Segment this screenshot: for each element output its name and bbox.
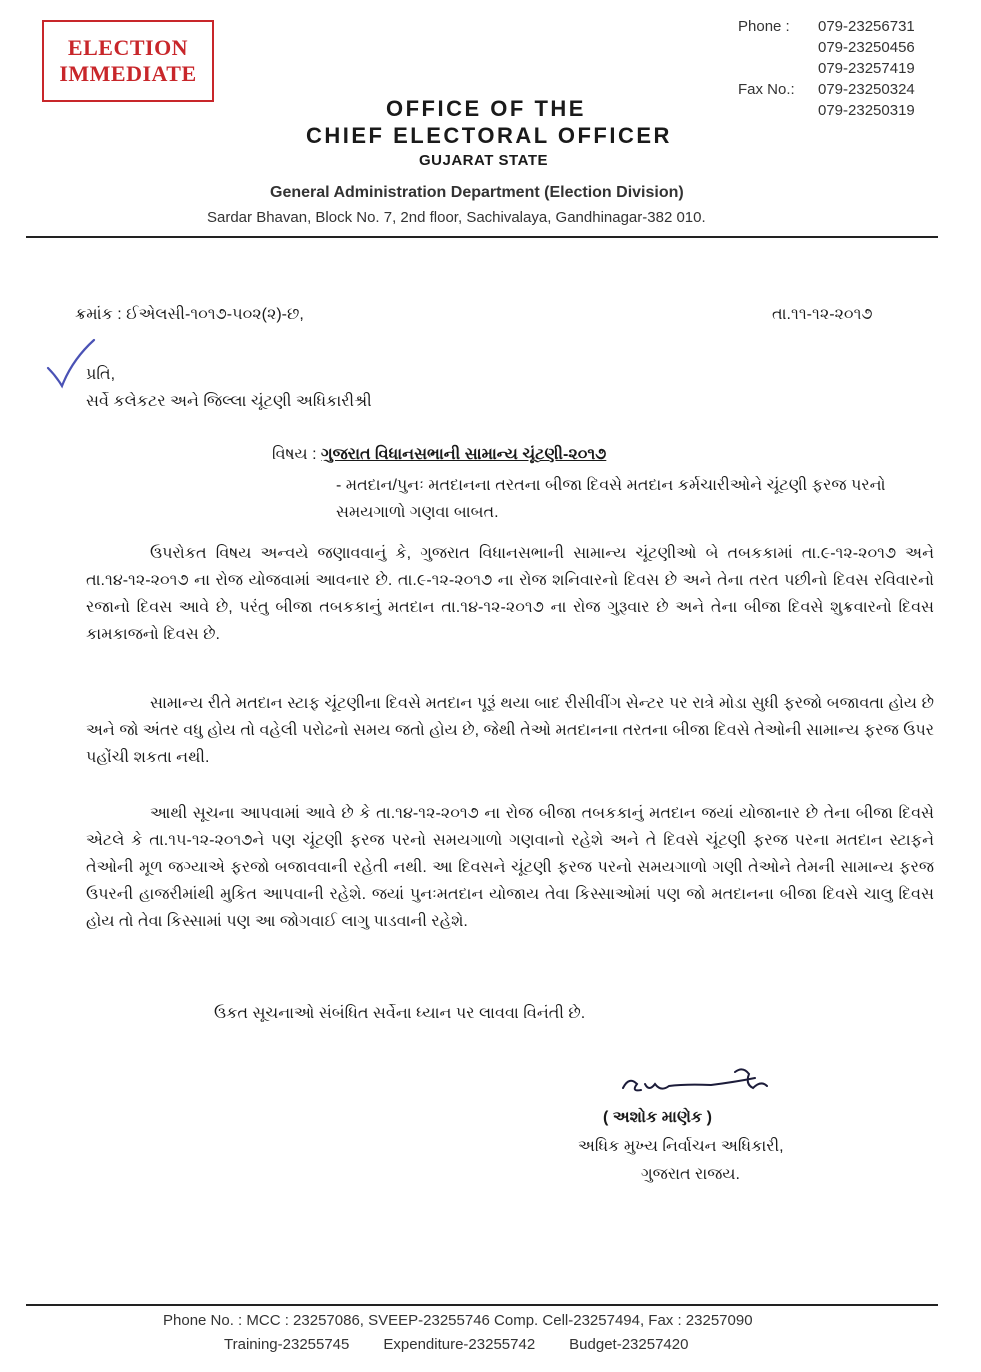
footer-extension-line — [224, 1336, 688, 1353]
department-name: General Administration Department (Election Division) — [270, 184, 684, 201]
header-divider — [26, 236, 938, 238]
phone-number-2: 079-23250456 — [818, 39, 915, 56]
fax-number-1: 079-23250324 — [818, 81, 915, 98]
footer-budget: Budget-23257420 — [569, 1336, 689, 1353]
stamp-line-1: ELECTION — [67, 35, 189, 60]
signatory-name: ( અશોક માણેક ) — [603, 1109, 712, 1126]
footer-phone-line: Phone No. : MCC : 23257086, SVEEP-23255746 Comp. Cell-23257494, Fax : 23257090 — [163, 1312, 753, 1329]
addressee: સર્વે કલેકટર અને જિલ્લા ચૂંટણી અધિકારીશ્રી — [86, 393, 372, 410]
subject-label: વિષય : — [272, 446, 317, 463]
fax-number-2: 079-23250319 — [818, 102, 915, 119]
office-state: GUJARAT STATE — [419, 152, 548, 169]
phone-row-1 — [738, 16, 915, 37]
fax-row-2 — [738, 100, 915, 121]
contact-block — [738, 16, 915, 121]
office-title-line-2: CHIEF ELECTORAL OFFICER — [306, 123, 672, 148]
body-paragraph-1: ઉપરોકત વિષય અન્વયે જણાવવાનું કે, ગુજરાત વિધાનસભાની સામાન્ય ચૂંટણીઓ બે તબકકામાં તા.૯-૧૨-૨૦૧૭ અને તા.૧૪-૧૨-૨૦૧૭ ના રોજ યોજવામાં આવનાર છે. તા.૯-૧૨-૨૦૧૭ ના રોજ શનિવારનો દિવસ છે અને તેના તરત પછીનો દિવસ રવિવારનો રજાનો દિવસ આવે છે, પરંતુ બીજા તબકકાનું મતદાન તા.૧૪-૧૨-૨૦૧૭ ના રોજ ગુરૂવાર છે અને તેના બીજા દિવસે શુક્રવારનો દિવસ કામકાજનો દિવસ છે. — [86, 545, 934, 643]
handwritten-signature-icon — [615, 1062, 785, 1104]
phone-number-1: 079-23256731 — [818, 18, 915, 35]
subject-line — [272, 446, 606, 464]
election-immediate-stamp — [42, 20, 214, 102]
signatory-title: અધિક મુખ્ય નિર્વાચન અધિકારી, — [578, 1138, 784, 1155]
fax-row-1 — [738, 79, 915, 100]
body-paragraph-2: સામાન્ય રીતે મતદાન સ્ટાફ ચૂંટણીના દિવસે મતદાન પૂરૂં થયા બાદ રીસીવીંગ સેન્ટર પર રાત્રે મોડા સુધી ફરજો બજાવતા હોય છે અને જો અંતર વધુ હોય તો વહેલી પરોઢનો સમય જતો હોય છે, જેથી તેઓ મતદાનના તરતના બીજા દિવસે તેઓની સામાન્ય ફરજ ઉપર પહોંચી શકતા નથી. — [86, 695, 934, 766]
phone-row-3 — [738, 58, 915, 79]
stamp-line-2: IMMEDIATE — [59, 61, 197, 86]
letter-date: તા.૧૧-૧૨-૨૦૧૭ — [772, 306, 873, 323]
subject-detail: - મતદાન/પુનઃ મતદાનના તરતના બીજા દિવસે મતદાન કર્મચારીઓને ચૂંટણી ફરજ પરનો સમયગાળો ગણવા બાબત. — [336, 477, 886, 521]
office-title-line-1: OFFICE OF THE — [386, 96, 586, 121]
footer-training: Training-23255745 — [224, 1336, 350, 1353]
addressee-prefix: પ્રતિ, — [86, 366, 116, 383]
body-paragraph-3: આથી સૂચના આપવામાં આવે છે કે તા.૧૪-૧૨-૨૦૧૭ ના રોજ બીજા તબકકાનું મતદાન જયાં યોજાનાર છે તેના બીજા દિવસે એટલે કે તા.૧૫-૧૨-૨૦૧૭ને પણ ચૂંટણી ફરજ પરનો સમયગાળો ગણવાનો રહેશે અને તે દિવસે ચૂંટણી ફરજ પરના મતદાન સ્ટાફને તેઓની મૂળ જગ્યાએ ફરજો બજાવવાની રહેતી નથી. આ દિવસને ચૂંટણી ફરજ પરનો સમયગાળો ગણી તેઓને તેમની સામાન્ય ફરજ ઉપરની હાજરીમાંથી મુકિત આપવાની રહેશે. જયાં પુનઃમતદાન યોજાય તેવા કિસ્સાઓમાં પણ જો મતદાનના બીજા દિવસે ચાલુ દિવસ હોય તો તેવા કિસ્સામાં પણ આ જોગવાઈ લાગુ પાડવાની રહેશે. — [86, 805, 934, 930]
fax-label: Fax No.: — [738, 81, 795, 98]
body-paragraph-4: ઉકત સૂચનાઓ સંબંધિત સર્વેના ધ્યાન પર લાવવા વિનંતી છે. — [214, 1005, 586, 1022]
signatory-state: ગુજરાત રાજય. — [641, 1166, 740, 1183]
footer-expenditure: Expenditure-23255742 — [383, 1336, 536, 1353]
phone-row-2 — [738, 37, 915, 58]
subject-title: ગુજરાત વિધાનસભાની સામાન્ય ચૂંટણી-૨૦૧૭ — [320, 446, 607, 463]
phone-number-3: 079-23257419 — [818, 60, 915, 77]
reference-number: ક્રમાંક : ઈએલસી-૧૦૧૭-૫૦૨(૨)-છ, — [75, 306, 304, 323]
footer-divider — [26, 1304, 938, 1306]
phone-label: Phone : — [738, 18, 790, 35]
office-address: Sardar Bhavan, Block No. 7, 2nd floor, Sachivalaya, Gandhinagar-382 010. — [207, 209, 706, 226]
